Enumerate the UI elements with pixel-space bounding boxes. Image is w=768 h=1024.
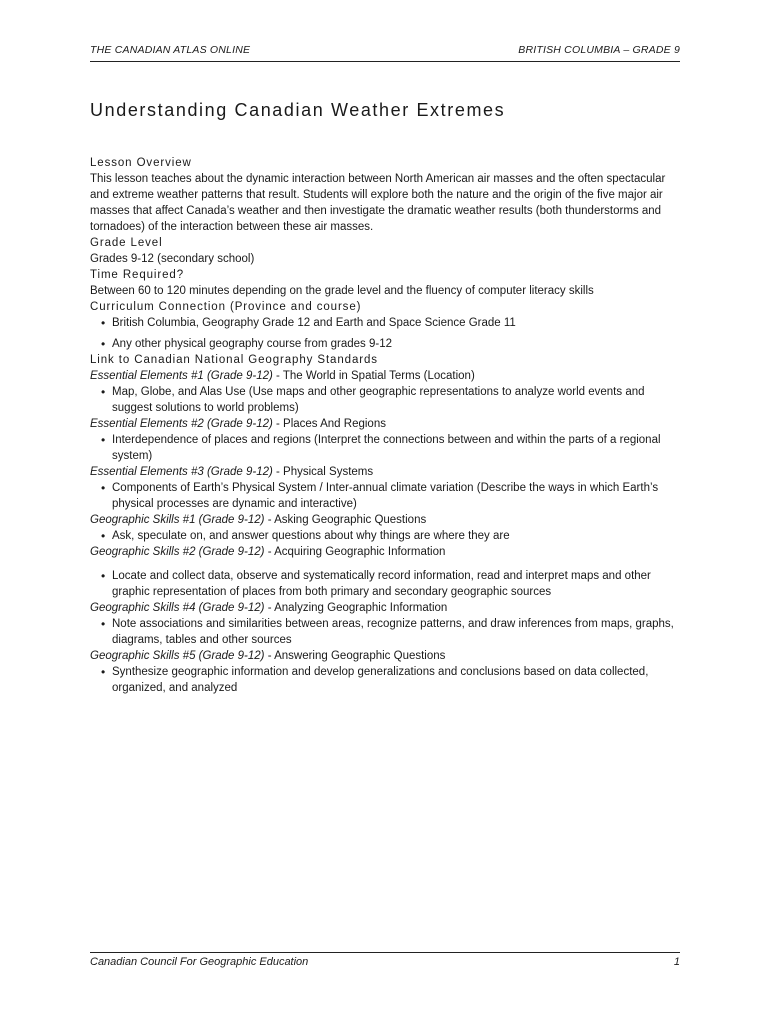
page-number: 1 [673, 956, 680, 968]
standard-bullet: • Interdependence of places and regions (Interpret the connections between and within the parts of a regional system) [90, 432, 680, 464]
standard-topic: - The World in Spatial Terms (Location) [272, 370, 475, 382]
standard-label: Essential Elements #2 (Grade 9-12) [90, 418, 273, 430]
standard-bullet: • Synthesize geographic information and develop generalizations and conclusions based on data collected, organized, and analyzed [90, 664, 680, 696]
standard-group [90, 416, 680, 464]
standard-topic: - Answering Geographic Questions [264, 650, 446, 662]
time-heading: Time Required? [90, 269, 184, 281]
standard-group [90, 368, 680, 416]
standards-heading: Link to Canadian National Geography Standards [90, 354, 378, 366]
standard-topic: - Places And Regions [272, 418, 386, 430]
overview-heading: Lesson Overview [90, 157, 192, 169]
standard-label-line [90, 416, 680, 432]
footer-organization: Canadian Council For Geographic Education [90, 956, 309, 968]
running-footer [90, 952, 680, 968]
standard-bullets [90, 432, 680, 464]
time-text: Between 60 to 120 minutes depending on the grade level and the fluency of computer literacy skills [90, 285, 594, 297]
standard-topic: - Acquiring Geographic Information [264, 546, 446, 558]
standard-label: Geographic Skills #2 (Grade 9-12) [90, 546, 265, 558]
header-grade-label: BRITISH COLUMBIA – GRADE 9 [518, 44, 680, 56]
standard-bullets [90, 528, 680, 544]
grade-heading: Grade Level [90, 237, 163, 249]
overview-text: This lesson teaches about the dynamic interaction between North American air masses and the often spectacular and extreme weather patterns that result. Students will explore both the nature and the origin of the five major air masses that affect Canada’s weather and then investigate the dramatic weather results (both thunderstorms and tornadoes) of the interaction between these air masses. [90, 173, 666, 233]
grade-text: Grades 9-12 (secondary school) [90, 253, 255, 265]
standard-topic: - Asking Geographic Questions [264, 514, 427, 526]
standard-bullets [90, 616, 680, 648]
standard-group [90, 600, 680, 648]
standard-label: Essential Elements #3 (Grade 9-12) [90, 466, 273, 478]
header-atlas-title: THE CANADIAN ATLAS ONLINE [90, 44, 251, 56]
standard-bullets [90, 384, 680, 416]
document-body [90, 155, 680, 696]
standard-bullet: • Locate and collect data, observe and systematically record information, read and interpret maps and other graphic representation of places from both primary and secondary geographic sources [90, 568, 680, 600]
standard-topic: - Physical Systems [272, 466, 374, 478]
standard-bullets [90, 664, 680, 696]
standard-label: Geographic Skills #1 (Grade 9-12) [90, 514, 265, 526]
standard-bullet: • Components of Earth’s Physical System / Inter-annual climate variation (Describe the ways in which Earth’s physical processes are dynamic and interactive) [90, 480, 680, 512]
standard-group [90, 464, 680, 512]
standard-group [90, 512, 680, 544]
standard-label: Essential Elements #1 (Grade 9-12) [90, 370, 273, 382]
curriculum-heading: Curriculum Connection (Province and course) [90, 301, 362, 313]
standard-label-line [90, 512, 680, 528]
standard-label-line [90, 600, 680, 616]
standard-label-line [90, 464, 680, 480]
standard-bullet: • Map, Globe, and Alas Use (Use maps and other geographic representations to analyze world events and suggest solutions to world problems) [90, 384, 680, 416]
curriculum-list [90, 315, 680, 352]
standard-bullets [90, 568, 680, 600]
document-title: Understanding Canadian Weather Extremes [90, 100, 506, 120]
standard-group [90, 544, 680, 600]
standard-label-line [90, 544, 680, 560]
standard-bullet: • Ask, speculate on, and answer questions about why things are where they are [90, 528, 680, 544]
curriculum-item: • British Columbia, Geography Grade 12 and Earth and Space Science Grade 11 [90, 315, 680, 331]
standard-bullet: • Note associations and similarities between areas, recognize patterns, and draw inferences from maps, graphs, diagrams, tables and other sources [90, 616, 680, 648]
standard-label: Geographic Skills #4 (Grade 9-12) [90, 602, 265, 614]
curriculum-item: • Any other physical geography course from grades 9-12 [90, 336, 680, 352]
standard-label-line [90, 648, 680, 664]
standard-label: Geographic Skills #5 (Grade 9-12) [90, 650, 265, 662]
standard-group [90, 648, 680, 696]
standard-topic: - Analyzing Geographic Information [264, 602, 448, 614]
standard-label-line [90, 368, 680, 384]
standard-bullets [90, 480, 680, 512]
running-header [90, 44, 680, 62]
